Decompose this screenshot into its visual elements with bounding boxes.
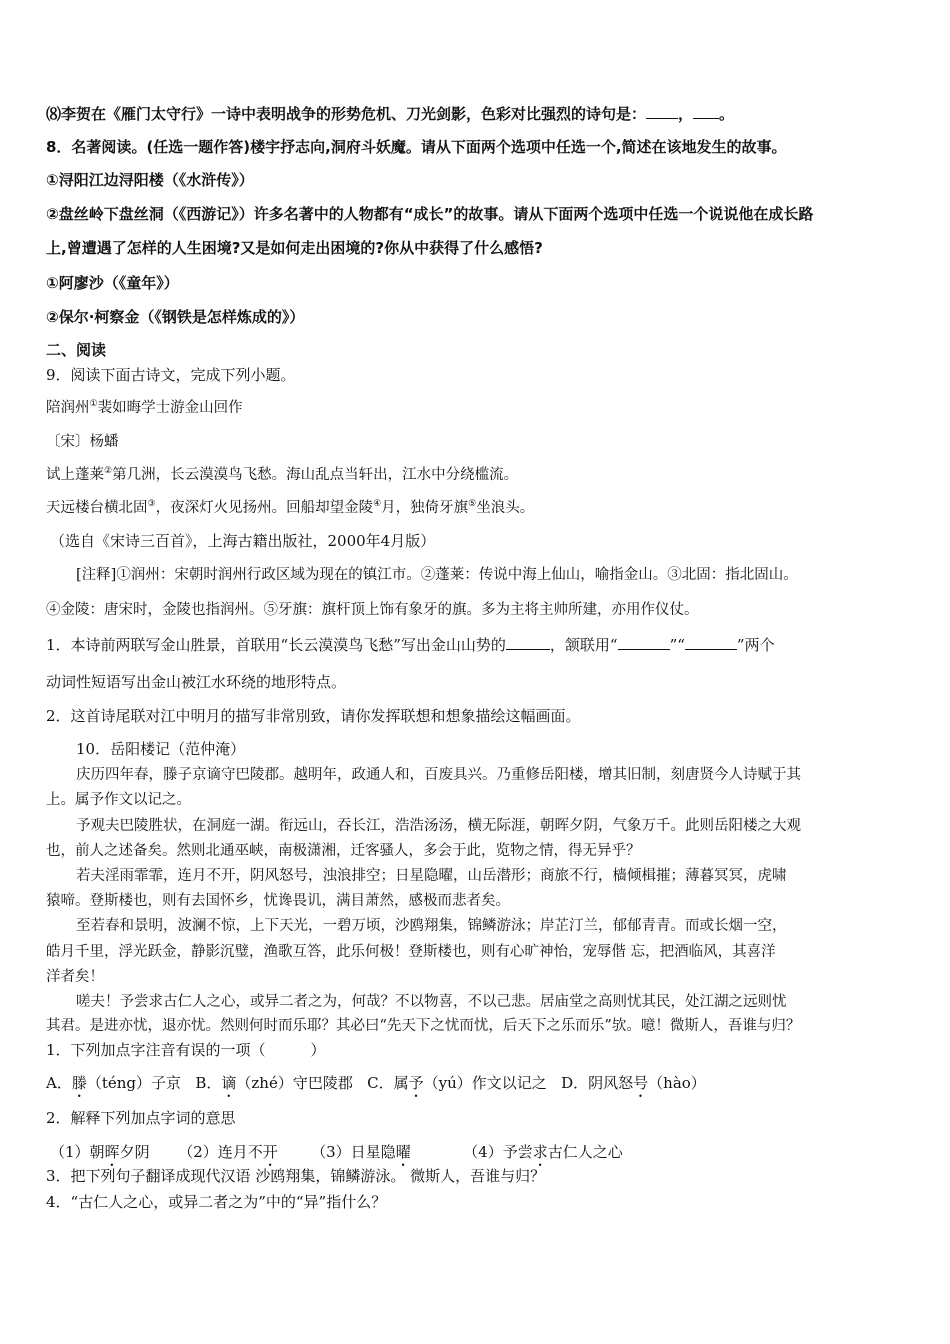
passage-line: 也，前人之述备矣。然则北通巫峡，南极潇湘，迁客骚人，多会于此，览物之情，得无异乎？ (46, 843, 641, 859)
question-10-3: 3．把下列句子翻译成现代汉语 沙鸥翔集，锦鳞游泳。 微斯人，吾谁与归？ (46, 1167, 546, 1185)
passage-line: 其君。是进亦忧，退亦忧。然则何时而乐耶？其必曰“先天下之忧而忧，后天下之乐而乐”欤。噫！微斯人，吾谁与归？ (46, 1018, 801, 1034)
question-9-1-cont: 动词性短语写出金山被江水环绕的地形特点。 (46, 673, 347, 691)
growth-option-2: ②保尔·柯察金（《钢铁是怎样炼成的》） (46, 308, 305, 326)
option-a[interactable]: A．滕（téng）子京 (46, 1074, 182, 1092)
passage-line: 嗟夫！予尝求古仁人之心，或异二者之为，何哉？不以物喜，不以己悲。居庙堂之高则忧其民，处江湖之远则忧 (76, 994, 787, 1010)
option-d[interactable]: D．阴风怒号（hào） (561, 1074, 706, 1092)
passage-line: 庆历四年春，滕子京谪守巴陵郡。越明年，政通人和，百废具兴。乃重修岳阳楼，增其旧制，刻唐贤今人诗赋于其 (76, 767, 801, 783)
question-8-prompt: 8．名著阅读。(任选一题作答)楼宇抒志向,洞府斗妖魔。请从下面两个选项中任选一个,简述在该地发生的故事。 (46, 138, 787, 156)
passage-line: 猿啼。登斯楼也，则有去国怀乡，忧谗畏讥，满目萧然，感极而悲者矣。 (46, 893, 510, 909)
passage-line: 若夫淫雨霏霏，连月不开，阴风怒号，浊浪排空；日星隐曜，山岳潜形；商旅不行，樯倾楫摧；薄暮冥冥，虎啸 (76, 868, 787, 884)
option-b[interactable]: B．谪（zhé）守巴陵郡 (195, 1074, 353, 1092)
answer-blank[interactable] (685, 635, 737, 650)
answer-blank[interactable] (506, 635, 550, 650)
question-10-2-items: （1）朝晖夕阴 （2）连月不开 （3）日星隐曜 （4）予尝求古仁人之心 (50, 1143, 623, 1161)
passage-line: 至若春和景明，波澜不惊，上下天光，一碧万顷，沙鸥翔集，锦鳞游泳；岸芷汀兰，郁郁青青。而或长烟一空， (76, 918, 787, 934)
annotation-line-1: [注释]①润州：宋朝时润州行政区域为现在的镇江市。②蓬莱：传说中海上仙山，喻指金山。③北固：指北固山。 (76, 567, 798, 583)
annotation-line-2: ④金陵：唐宋时，金陵也指润州。⑤牙旗：旗杆顶上饰有象牙的旗。多为主将主帅所建，亦用作仪仗。 (46, 602, 699, 618)
question-10-1-options (46, 1073, 706, 1101)
answer-blank[interactable] (693, 104, 719, 119)
answer-blank[interactable] (618, 635, 670, 650)
question-8-poem-line: ⑻李贺在《雁门太守行》一诗中表明战争的形势危机、刀光剑影，色彩对比强烈的诗句是： ， 。 (46, 105, 735, 123)
section-heading-reading: 二、阅读 (46, 341, 107, 359)
question-9-2: 2．这首诗尾联对江中明月的描写非常別致，请你发挥联想和想象描绘这幅画面。 (46, 707, 581, 725)
option-1: ①浔阳江边浔阳楼（《水浒传》） (46, 171, 254, 189)
poem-title: 陪润州①裴如晦学士游金山回作 (46, 399, 243, 416)
passage-line: 皓月千里，浮光跃金，静影沉璧，渔歌互答，此乐何极！登斯楼也，则有心旷神怡，宠辱偕 忘，把酒临风，其喜洋 (46, 944, 776, 960)
passage-line: 上。属予作文以记之。 (46, 792, 191, 808)
answer-blank[interactable] (646, 104, 678, 119)
question-9-prompt: 9．阅读下面古诗文，完成下列小题。 (46, 366, 296, 384)
question-9-1: 1．本诗前两联写金山胜景，首联用“长云漠漠鸟飞愁”写出金山山势的 ，颔联用“ ”“ ”两个 (46, 636, 775, 654)
poem-source: （选自《宋诗三百首》，上海古籍出版社，2000年4月版） (50, 532, 436, 550)
question-10-1: 1．下列加点字注音有误的一项（ ） (46, 1041, 326, 1059)
passage-line: 予观夫巴陵胜状，在洞庭一湖。衔远山，吞长江，浩浩汤汤，横无际涯，朝晖夕阴，气象万千。此则岳阳楼之大观 (76, 818, 801, 834)
growth-prompt-cont: 上,曾遭遇了怎样的人生困境?又是如何走出困境的?你从中获得了什么感悟? (46, 239, 543, 257)
poem-line-2: 天远楼台横北固③，夜深灯火见扬州。回船却望金陵④月，独倚牙旗⑤坐浪头。 (46, 499, 535, 516)
poem-author: 〔宋〕杨蟠 (46, 434, 119, 450)
question-10-2: 2．解释下列加点字词的意思 (46, 1109, 236, 1127)
poem-line-1: 试上蓬莱②第几洲，长云漠漠鸟飞愁。海山乱点当轩出，江水中分绕槛流。 (46, 466, 519, 483)
growth-option-1: ①阿廖沙（《童年》） (46, 274, 179, 292)
option-c[interactable]: C．属予（yú）作文以记之 (367, 1074, 547, 1092)
question-10-title: 10．岳阳楼记（范仲淹） (76, 740, 246, 758)
question-10-4: 4．“古仁人之心，或异二者之为”中的“异”指什么？ (46, 1193, 387, 1211)
option-2-and-growth-prompt: ②盘丝岭下盘丝洞（《西游记》）许多名著中的人物都有“成长”的故事。请从下面两个选项中任选一个说说他在成长路 (46, 205, 814, 223)
passage-line: 洋者矣！ (46, 969, 104, 985)
